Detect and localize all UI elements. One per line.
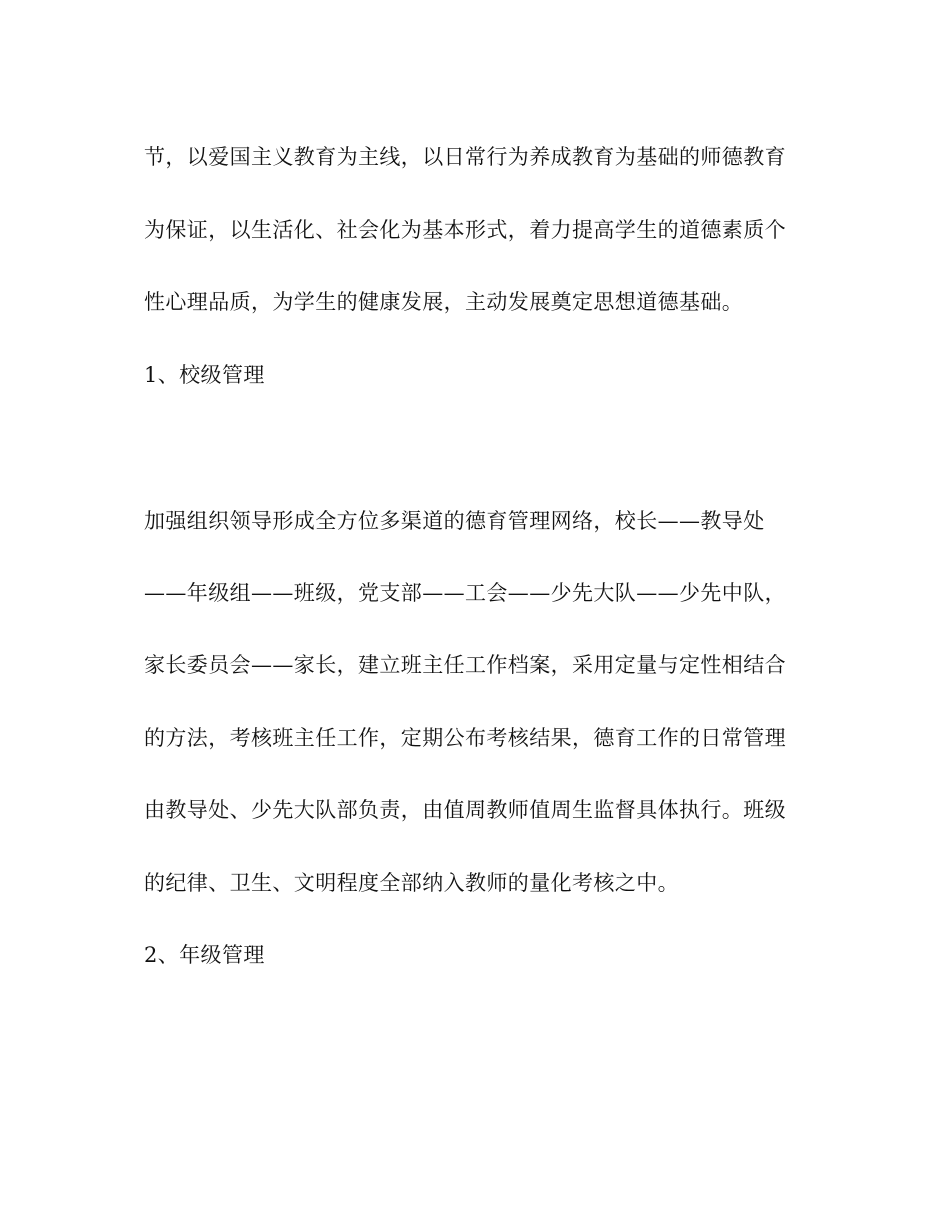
paragraph-line: 的纪律、卫生、文明程度全部纳入教师的量化考核之中。 xyxy=(144,871,679,895)
section-heading: 1、校级管理 xyxy=(144,363,265,387)
paragraph-line: 加强组织领导形成全方位多渠道的德育管理网络，校长——教导处 xyxy=(144,509,765,533)
paragraph-line: 性心理品质，为学生的健康发展，主动发展奠定思想道德基础。 xyxy=(144,290,744,314)
paragraph-line: 为保证，以生活化、社会化为基本形式，着力提高学生的道德素质个 xyxy=(144,218,786,242)
paragraph-line: ——年级组——班级，党支部——工会——少先大队——少先中队， xyxy=(144,581,786,605)
section-heading: 2、年级管理 xyxy=(144,943,265,967)
paragraph-line: 节，以爱国主义教育为主线，以日常行为养成教育为基础的师德教育 xyxy=(144,145,786,169)
paragraph-line: 家长委员会——家长，建立班主任工作档案，采用定量与定性相结合 xyxy=(144,653,786,677)
paragraph-line: 由教导处、少先大队部负责，由值周教师值周生监督具体执行。班级 xyxy=(144,798,786,822)
paragraph-line: 的方法，考核班主任工作，定期公布考核结果，德育工作的日常管理 xyxy=(144,726,786,750)
